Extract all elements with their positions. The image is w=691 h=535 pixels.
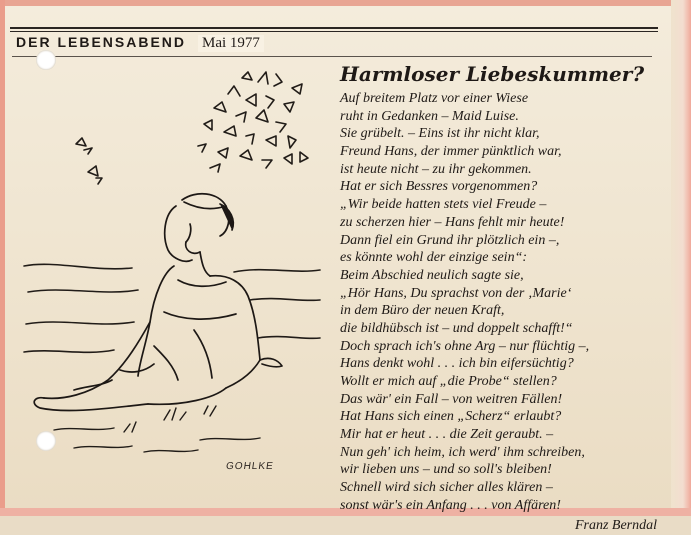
poem-line: es könnte wohl der einzige sein“: xyxy=(340,250,528,266)
paper-edge-right xyxy=(671,0,691,516)
poem-line: Beim Abschied neulich sagte sie, xyxy=(340,267,524,283)
poem-line: Hat Hans sich einen „Scherz“ erlaubt? xyxy=(340,409,562,425)
poem-line: Mir hat er heut . . . die Zeit geraubt. – xyxy=(340,427,554,443)
landscape-lines xyxy=(24,264,320,352)
poem-line: ist heute nicht – zu ihr gekommen. xyxy=(340,161,532,177)
grass-strokes xyxy=(54,406,260,452)
poem-line: Das wär' ein Fall – von weitren Fällen! xyxy=(340,391,563,407)
poem-author: Franz Berndal xyxy=(574,517,657,533)
poem-line: Sie grübelt. – Eins ist ihr nicht klar, xyxy=(340,126,540,142)
flying-leaves-illustration xyxy=(76,72,308,184)
poem-line: wir lieben uns – und so soll's bleiben! xyxy=(340,462,552,478)
woman-on-meadow-illustration xyxy=(14,60,326,480)
poem-line: Hans denkt wohl . . . ich bin eifersüchtig? xyxy=(340,356,574,372)
seated-woman-figure xyxy=(34,194,282,411)
poem-line: zu scherzen hier – Hans fehlt mir heute! xyxy=(340,214,565,230)
poem-line: sonst wär's ein Anfang . . . von Affären! xyxy=(340,497,561,513)
paper-edge-top xyxy=(0,0,691,6)
header-rule-thin xyxy=(10,31,658,32)
header-rule xyxy=(10,27,658,29)
poem-line: Nun geh' ich heim, ich werd' ihm schreiben, xyxy=(340,444,585,460)
poem-line: Auf breitem Platz vor einer Wiese xyxy=(340,91,529,106)
poem-column xyxy=(340,60,665,535)
poem-line: Schnell wird sich sicher alles klären – xyxy=(340,480,553,496)
paper-edge-left xyxy=(0,0,5,516)
poem-line: Dann fiel ein Grund ihr plötzlich ein –, xyxy=(340,232,560,248)
poem-line: Freund Hans, der immer pünktlich war, xyxy=(340,144,562,160)
poem-line: Doch sprach ich's ohne Arg – nur flüchtig –, xyxy=(340,338,590,354)
poem-line: die bildhübsch ist – und doppelt schafft!“ xyxy=(340,320,573,336)
masthead-underline xyxy=(12,56,652,57)
publication-name: DER LEBENSABEND xyxy=(16,34,187,50)
poem-line: „Wir beide hatten stets viel Freude – xyxy=(340,197,547,213)
issue-date: Mai 1977 xyxy=(198,35,264,52)
poem-line: in dem Büro der neuen Kraft, xyxy=(340,303,505,319)
poem-line: „Hör Hans, Du sprachst von der ‚Marie‘ xyxy=(340,285,572,301)
poem-line: Hat er sich Bessres vorgenommen? xyxy=(340,179,538,195)
poem-line: ruht in Gedanken – Maid Luise. xyxy=(340,108,519,124)
poem-title: Harmloser Liebeskummer? xyxy=(340,62,645,86)
poem-lines xyxy=(340,90,665,515)
artist-signature: GOHLKE xyxy=(225,461,275,472)
poem-line: Wollt er mich auf „die Probe“ stellen? xyxy=(340,374,557,389)
